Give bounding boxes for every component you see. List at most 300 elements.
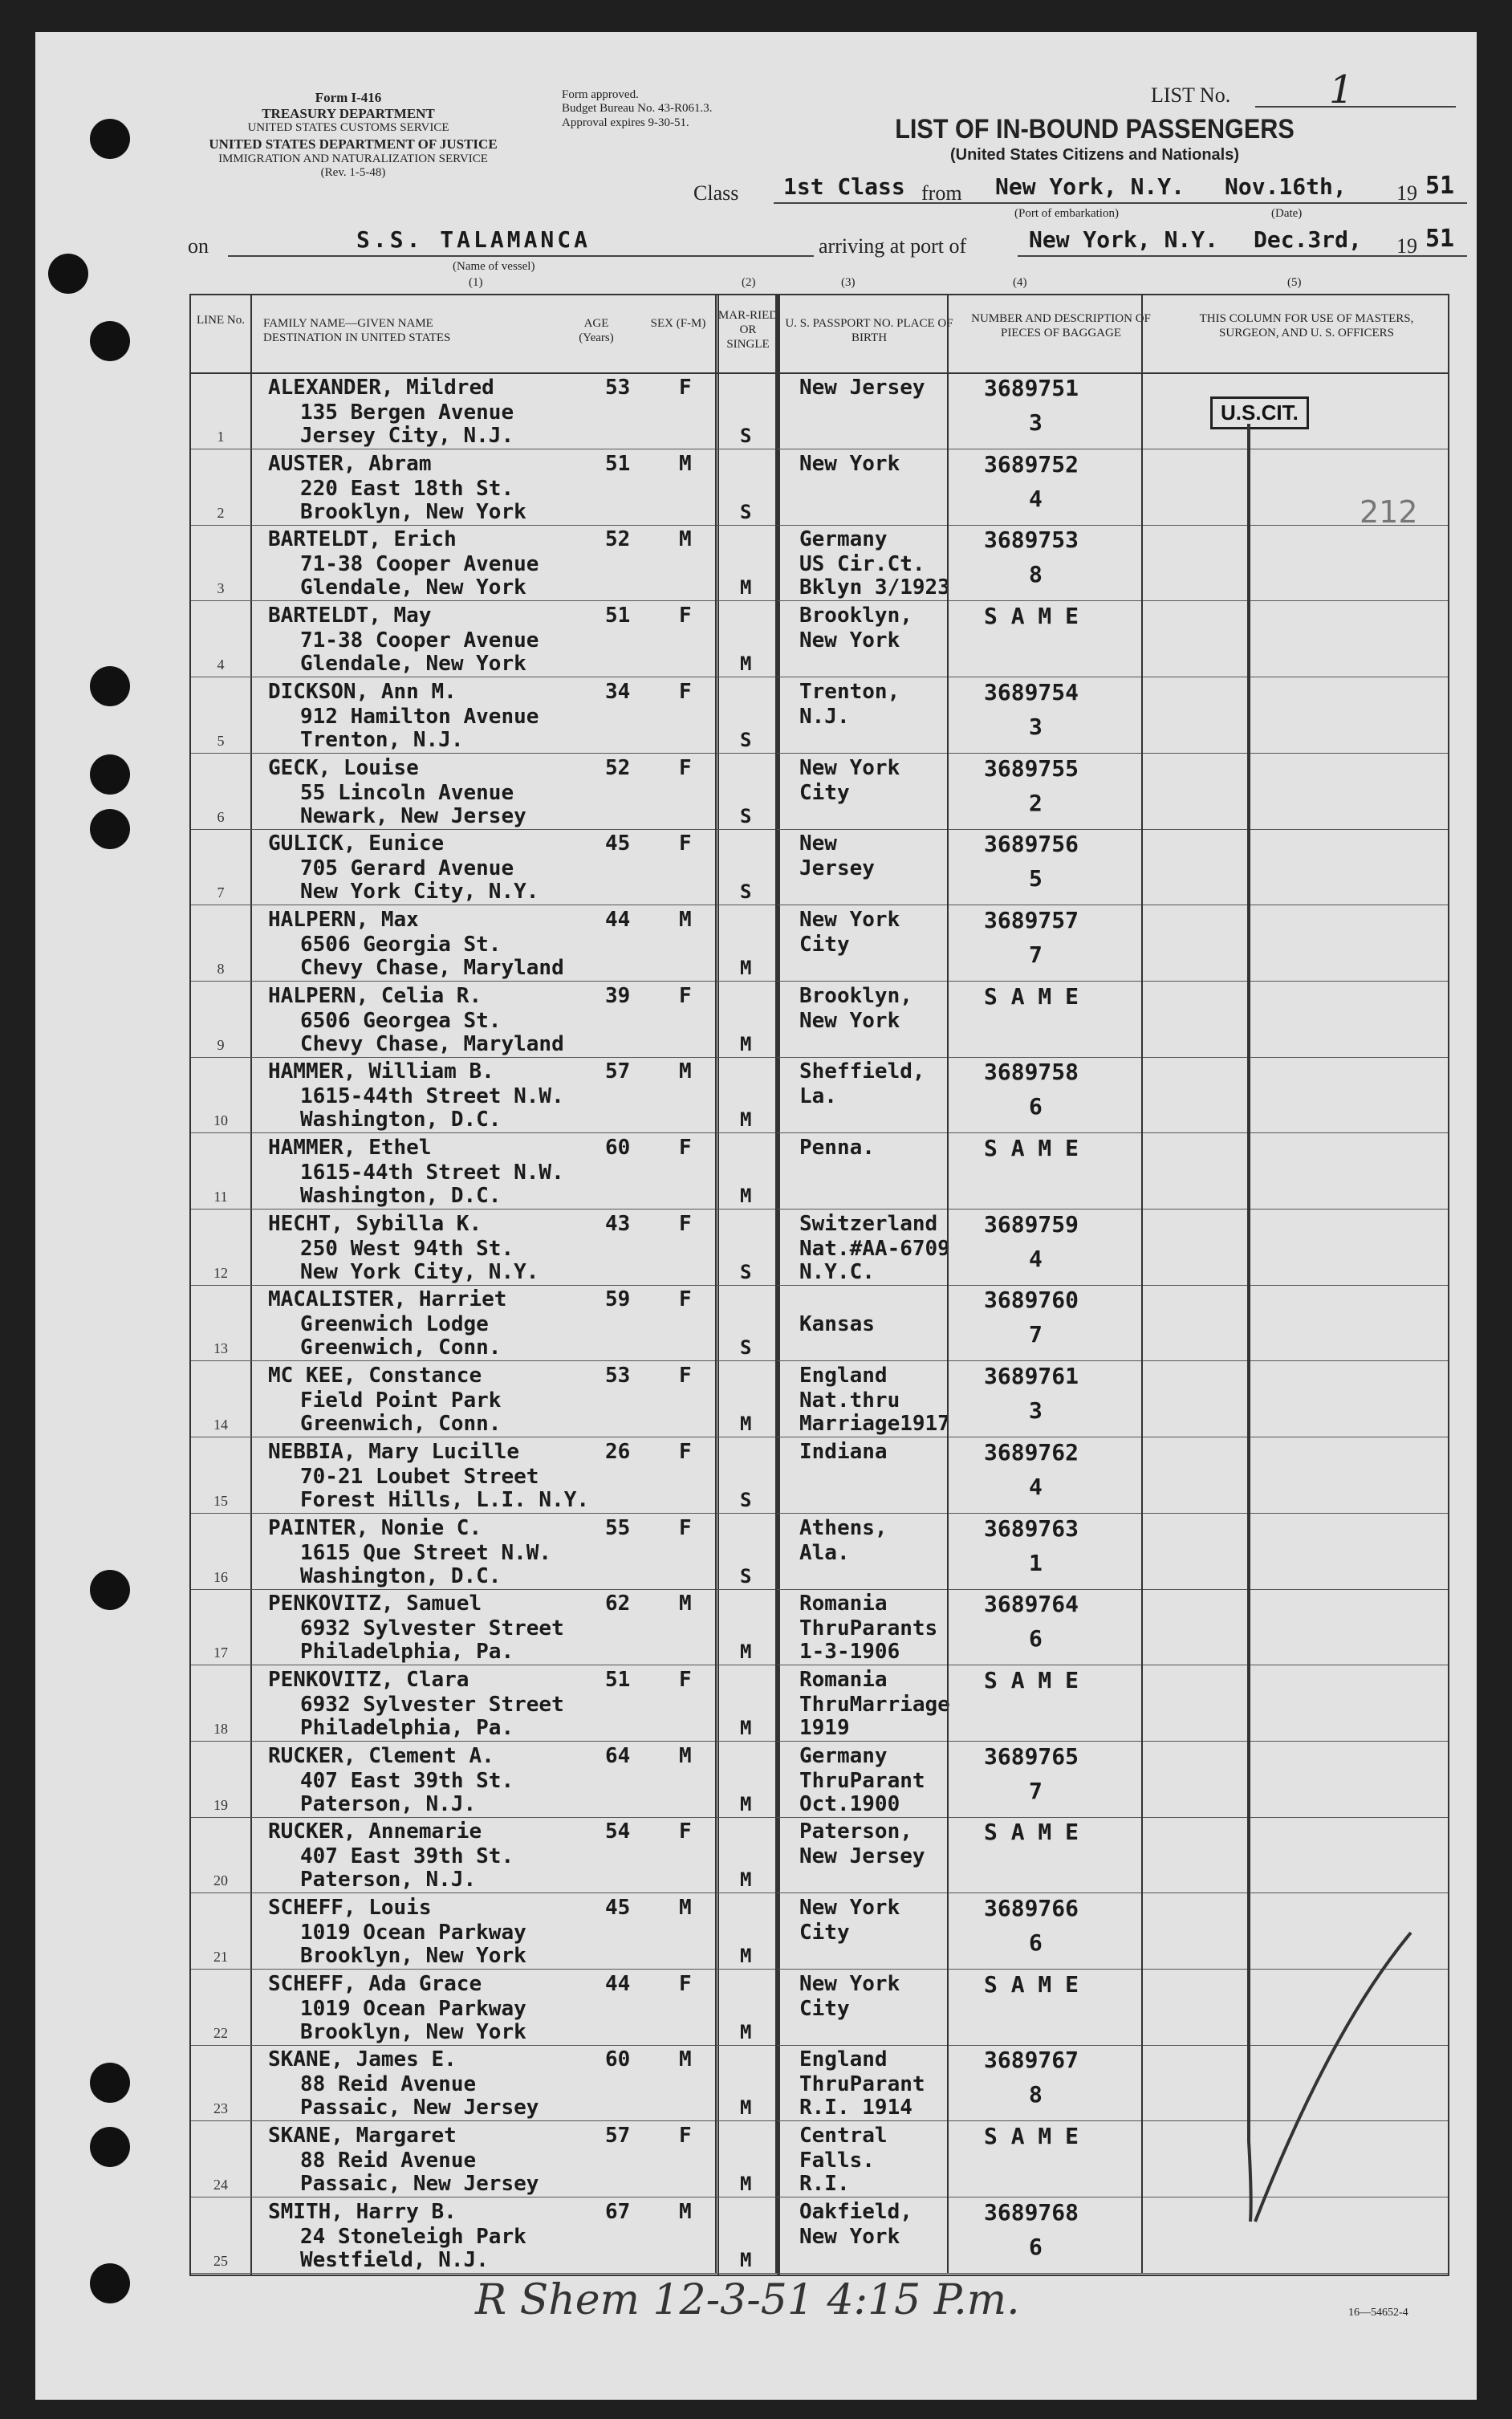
underline <box>774 202 1467 204</box>
passenger-name: GULICK, Eunice <box>268 831 445 856</box>
baggage-count: 6 <box>1029 2233 1043 2260</box>
marital-status: M <box>740 653 752 676</box>
line-number: 9 <box>217 1036 225 1053</box>
birthplace-line: City <box>799 780 850 805</box>
birthplace-line: New York <box>799 451 900 476</box>
baggage-count: 7 <box>1029 1777 1043 1804</box>
passenger-sex: F <box>679 831 692 856</box>
address-city: Philadelphia, Pa. <box>300 1640 514 1665</box>
marital-status: M <box>740 2248 752 2271</box>
birthplace-line: Jersey <box>799 856 875 881</box>
passenger-sex: M <box>679 527 692 552</box>
footer-code: 16—54652-4 <box>1348 2307 1408 2319</box>
embark-port: New York, N.Y. <box>995 173 1185 200</box>
baggage-count: 2 <box>1029 789 1043 816</box>
inspector-signature: R Shem 12-3-51 4:15 P.m. <box>475 2276 1020 2324</box>
revision: (Rev. 1-5-48) <box>320 165 386 179</box>
birthplace-line: R.I. <box>799 2172 850 2197</box>
baggage-count: 7 <box>1029 941 1043 968</box>
header-name <box>263 316 464 345</box>
passenger-sex: F <box>679 1515 692 1540</box>
marital-status: M <box>740 1185 752 1207</box>
baggage-count: 8 <box>1029 561 1043 588</box>
customs-service: UNITED STATES CUSTOMS SERVICE <box>247 121 449 135</box>
header-baggage: NUMBER AND DESCRIPTION OF PIECES OF BAGGAGE <box>971 312 1151 339</box>
passenger-name: DICKSON, Ann M. <box>268 679 457 704</box>
passenger-name: GECK, Louise <box>268 755 419 780</box>
address-city: Washington, D.C. <box>300 1563 502 1588</box>
marital-status: M <box>740 1716 752 1739</box>
header-line-no: LINE No. <box>197 314 245 327</box>
marital-status: S <box>740 880 752 904</box>
vessel-name: S.S. TALAMANCA <box>356 226 591 253</box>
address-city: Forest Hills, L.I. N.Y. <box>300 1487 590 1512</box>
address-line: 6506 Georgea St. <box>300 1008 502 1033</box>
marital-status: S <box>740 500 752 523</box>
line-number: 16 <box>213 1568 228 1585</box>
baggage-number: 3689768 <box>984 2198 1079 2226</box>
birthplace-line: N.Y.C. <box>799 1259 875 1284</box>
passenger-age: 53 <box>605 1364 631 1388</box>
baggage-count: 4 <box>1029 1245 1043 1272</box>
line-number: 18 <box>213 1720 228 1737</box>
line-number: 14 <box>213 1417 228 1433</box>
birthplace-line: US Cir.Ct. <box>799 552 925 577</box>
baggage-count: 6 <box>1029 1625 1043 1653</box>
baggage-number: 3689760 <box>984 1287 1079 1314</box>
passenger-name: BARTELDT, Erich <box>268 527 457 552</box>
passenger-name: AUSTER, Abram <box>268 451 432 476</box>
passenger-age: 34 <box>605 679 631 704</box>
birthplace-line: Ala. <box>799 1540 850 1565</box>
address-line: 71-38 Cooper Avenue <box>300 628 539 653</box>
passenger-name: MACALISTER, Harriet <box>268 1287 507 1312</box>
line-number: 24 <box>213 2177 228 2193</box>
passenger-age: 45 <box>605 1896 631 1920</box>
birthplace-line: Kansas <box>799 1312 875 1337</box>
passenger-age: 55 <box>605 1515 631 1540</box>
passenger-age: 26 <box>605 1439 631 1464</box>
address-line: 220 East 18th St. <box>300 476 514 501</box>
passenger-sex: F <box>679 679 692 704</box>
arrival-port: New York, N.Y. <box>1029 226 1219 253</box>
class-value: 1st Class <box>783 173 905 200</box>
address-line: Field Point Park <box>300 1388 502 1413</box>
passenger-name: SMITH, Harry B. <box>268 2199 457 2224</box>
passenger-name: SCHEFF, Louis <box>268 1896 432 1920</box>
address-city: Passaic, New Jersey <box>300 2172 539 2197</box>
arriving-label: arriving at port of <box>819 234 967 258</box>
passenger-table <box>189 294 1449 2276</box>
address-line: 135 Bergen Avenue <box>300 400 514 425</box>
address-line: 912 Hamilton Avenue <box>300 704 539 729</box>
address-line: 1615 Que Street N.W. <box>300 1540 552 1565</box>
marital-status: S <box>740 804 752 827</box>
form-number: Form I-416 <box>315 90 382 105</box>
birthplace-line: Germany <box>799 1743 888 1768</box>
header-passport: U. S. PASSPORT NO. PLACE OF BIRTH <box>785 317 953 344</box>
passenger-sex: F <box>679 1364 692 1388</box>
passenger-name: SKANE, Margaret <box>268 2124 457 2149</box>
passenger-name: HALPERN, Celia R. <box>268 983 482 1008</box>
birthplace-line: City <box>799 1996 850 2021</box>
line-number: 17 <box>213 1645 228 1661</box>
baggage-number: 3689751 <box>984 375 1079 401</box>
address-line: 407 East 39th St. <box>300 1844 514 1869</box>
list-no-label: LIST No. <box>1151 83 1231 107</box>
passenger-name: PENKOVITZ, Clara <box>268 1667 469 1692</box>
birthplace-line: Athens, <box>799 1515 888 1540</box>
arrival-date: Dec.3rd, <box>1254 226 1362 253</box>
passenger-sex: M <box>679 1059 692 1084</box>
address-city: Newark, New Jersey <box>300 803 526 828</box>
row-divider <box>191 2273 1448 2274</box>
marital-status: M <box>740 1108 752 1132</box>
underline <box>1255 106 1456 108</box>
birthplace-line: Paterson, <box>799 1819 912 1844</box>
address-city: Trenton, N.J. <box>300 727 464 752</box>
baggage-number: 3689752 <box>984 450 1079 478</box>
passenger-age: 59 <box>605 1287 631 1312</box>
col-num: (5) <box>1287 276 1302 289</box>
baggage-number: 3689766 <box>984 1895 1079 1921</box>
punch-hole <box>90 119 130 159</box>
passenger-age: 64 <box>605 1743 631 1768</box>
birthplace-line: New York <box>799 755 900 780</box>
line-number: 5 <box>217 732 225 749</box>
line-number: 6 <box>217 808 225 825</box>
birthplace-line: Sheffield, <box>799 1059 925 1084</box>
col-num: (2) <box>742 276 756 289</box>
year-prefix: 19 <box>1396 234 1417 258</box>
address-city: Brooklyn, New York <box>300 1944 526 1968</box>
form-title: LIST OF IN-BOUND PASSENGERS <box>895 114 1295 144</box>
birthplace-line: Oakfield, <box>799 2199 912 2224</box>
class-label: Class <box>693 181 739 205</box>
marital-status: S <box>740 728 752 751</box>
address-city: Washington, D.C. <box>300 1184 502 1208</box>
marital-status: M <box>740 1868 752 1892</box>
passenger-age: 45 <box>605 831 631 856</box>
baggage-count: 6 <box>1029 1093 1043 1120</box>
address-line: Greenwich Lodge <box>300 1312 489 1337</box>
birthplace-line: New Jersey <box>799 1844 925 1869</box>
baggage-number: 3689758 <box>984 1059 1079 1086</box>
birthplace-line: Indiana <box>799 1439 888 1464</box>
header-name-text: FAMILY NAME—GIVEN NAME <box>263 317 433 330</box>
underline <box>1018 255 1467 257</box>
birthplace-line: Penna. <box>799 1136 875 1160</box>
approval-line: Form approved. <box>562 88 639 101</box>
birthplace-line: Brooklyn, <box>799 983 912 1008</box>
line-number: 11 <box>213 1189 228 1205</box>
address-line: 55 Lincoln Avenue <box>300 780 514 805</box>
passenger-age: 53 <box>605 376 631 400</box>
form-header-treasury <box>236 90 461 135</box>
baggage-number: 3689754 <box>984 678 1079 705</box>
baggage-number: S A M E <box>984 2123 1079 2150</box>
birthplace-line: ThruParant <box>799 1768 925 1793</box>
line-number: 15 <box>213 1492 228 1509</box>
passenger-age: 52 <box>605 527 631 552</box>
passenger-sex: F <box>679 1439 692 1464</box>
birthplace-line: New York <box>799 628 900 653</box>
baggage-count: 4 <box>1029 485 1043 512</box>
address-line: 6506 Georgia St. <box>300 932 502 957</box>
marital-status: S <box>740 425 752 447</box>
birthplace-line: Marriage1917 <box>799 1412 950 1437</box>
marital-status: M <box>740 2020 752 2043</box>
birthplace-line: New York <box>799 1896 900 1920</box>
line-number: 12 <box>213 1264 228 1281</box>
address-city: Brooklyn, New York <box>300 2019 526 2044</box>
address-city: Chevy Chase, Maryland <box>300 1031 564 1056</box>
marital-status: M <box>740 1640 752 1664</box>
address-city: Washington, D.C. <box>300 1108 502 1132</box>
address-line: 705 Gerard Avenue <box>300 856 514 881</box>
address-line: 6932 Sylvester Street <box>300 1692 564 1717</box>
line-number: 3 <box>217 580 225 597</box>
list-no-value: 1 <box>1329 67 1354 112</box>
citizen-stamp: U.S.CIT. <box>1210 396 1309 429</box>
punch-hole <box>90 321 130 361</box>
passenger-sex: F <box>679 376 692 400</box>
punch-hole <box>90 1570 130 1610</box>
address-line: 1615-44th Street N.W. <box>300 1084 564 1109</box>
header-age: AGE (Years) <box>579 317 614 344</box>
address-city: Westfield, N.J. <box>300 2247 489 2272</box>
baggage-number: 3689765 <box>984 1742 1079 1770</box>
baggage-number: S A M E <box>984 1135 1079 1161</box>
marital-status: S <box>740 1564 752 1588</box>
address-city: Greenwich, Conn. <box>300 1336 502 1360</box>
baggage-number: 3689759 <box>984 1210 1079 1238</box>
birthplace-line: City <box>799 932 850 957</box>
birthplace-line: ThruParant <box>799 2072 925 2097</box>
header-officers: THIS COLUMN FOR USE OF MASTERS, SURGEON, AND U. S. OFFICERS <box>1199 312 1414 339</box>
marital-status: M <box>740 1945 752 1967</box>
header-destination-text: DESTINATION IN UNITED STATES <box>263 331 451 344</box>
col-num: (4) <box>1013 276 1027 289</box>
embark-year: 51 <box>1425 172 1455 200</box>
passenger-age: 60 <box>605 1136 631 1160</box>
line-number: 4 <box>217 657 225 673</box>
passenger-name: NEBBIA, Mary Lucille <box>268 1439 520 1464</box>
address-line: 407 East 39th St. <box>300 1768 514 1793</box>
passenger-name: HALPERN, Max <box>268 907 419 932</box>
address-city: Paterson, N.J. <box>300 1791 477 1816</box>
date-note: (Date) <box>1271 207 1303 220</box>
treasury-dept: TREASURY DEPARTMENT <box>262 105 435 121</box>
birthplace-line: New York <box>799 1008 900 1033</box>
passenger-name: PENKOVITZ, Samuel <box>268 1592 482 1616</box>
baggage-count: 7 <box>1029 1321 1043 1348</box>
passenger-name: MC KEE, Constance <box>268 1364 482 1388</box>
birthplace-line: ThruMarriage <box>799 1692 950 1717</box>
underline <box>228 255 814 257</box>
passenger-age: 52 <box>605 755 631 780</box>
baggage-count: 6 <box>1029 1929 1043 1956</box>
baggage-number: 3689761 <box>984 1363 1079 1390</box>
year-prefix: 19 <box>1396 181 1417 205</box>
birthplace-line: Brooklyn, <box>799 604 912 628</box>
passenger-sex: F <box>679 1287 692 1312</box>
birthplace-line: Nat.#AA-6709 <box>799 1236 950 1261</box>
baggage-number: 3689753 <box>984 526 1079 554</box>
address-line: 1615-44th Street N.W. <box>300 1161 564 1185</box>
birthplace-line: City <box>799 1921 850 1945</box>
ins-service: IMMIGRATION AND NATURALIZATION SERVICE <box>218 152 488 165</box>
baggage-number: 3689756 <box>984 831 1079 858</box>
baggage-count: 8 <box>1029 2081 1043 2108</box>
baggage-number: 3689755 <box>984 754 1079 782</box>
baggage-count: 1 <box>1029 1549 1043 1576</box>
marital-status: M <box>740 576 752 600</box>
address-line: 6932 Sylvester Street <box>300 1616 564 1641</box>
passenger-sex: F <box>679 1819 692 1844</box>
line-number: 23 <box>213 2100 228 2117</box>
line-number: 10 <box>213 1112 228 1129</box>
form-subtitle: (United States Citizens and Nationals) <box>949 146 1240 164</box>
address-city: Philadelphia, Pa. <box>300 1715 514 1740</box>
passenger-name: BARTELDT, May <box>268 604 432 628</box>
birthplace-line: New <box>799 831 837 856</box>
passenger-sex: F <box>679 1211 692 1236</box>
address-city: Chevy Chase, Maryland <box>300 955 564 980</box>
marital-status: M <box>740 2173 752 2196</box>
address-line: 88 Reid Avenue <box>300 2149 477 2173</box>
address-line: 24 Stoneleigh Park <box>300 2224 526 2249</box>
passenger-age: 44 <box>605 1971 631 1996</box>
check-mark-icon <box>1170 392 1443 2238</box>
passenger-name: ALEXANDER, Mildred <box>268 376 494 400</box>
address-line: 71-38 Cooper Avenue <box>300 552 539 577</box>
passenger-name: PAINTER, Nonie C. <box>268 1515 482 1540</box>
baggage-count: 4 <box>1029 1473 1043 1500</box>
passenger-sex: F <box>679 1971 692 1996</box>
passenger-sex: M <box>679 1896 692 1920</box>
birthplace-line: New Jersey <box>799 376 925 400</box>
header-sex: SEX (F-M) <box>650 317 706 330</box>
passenger-age: 54 <box>605 1819 631 1844</box>
form-header-justice <box>185 136 522 180</box>
passenger-sex: F <box>679 983 692 1008</box>
approval-line: Budget Bureau No. 43-R061.3. <box>562 102 713 116</box>
baggage-number: S A M E <box>984 1819 1079 1846</box>
passenger-name: SCHEFF, Ada Grace <box>268 1971 482 1996</box>
baggage-count: 3 <box>1029 1397 1043 1425</box>
birthplace-line: Nat.thru <box>799 1388 900 1413</box>
line-number: 22 <box>213 2024 228 2041</box>
birthplace-line: Trenton, <box>799 679 900 704</box>
address-city: Paterson, N.J. <box>300 1868 477 1893</box>
address-city: Glendale, New York <box>300 575 526 600</box>
birthplace-line: Central <box>799 2124 888 2149</box>
birthplace-line: Romania <box>799 1667 888 1692</box>
passenger-age: 51 <box>605 451 631 476</box>
line-number: 7 <box>217 884 225 901</box>
baggage-count: 3 <box>1029 713 1043 740</box>
punch-hole <box>90 754 130 795</box>
passenger-sex: M <box>679 1743 692 1768</box>
birthplace-line: 1919 <box>799 1715 850 1740</box>
birthplace-line: Germany <box>799 527 888 552</box>
line-number: 20 <box>213 1872 228 1889</box>
line-number: 21 <box>213 1949 228 1965</box>
col-num: (3) <box>841 276 856 289</box>
marital-status: S <box>740 1488 752 1511</box>
punch-hole <box>90 2127 130 2167</box>
embark-port-note: (Port of embarkation) <box>1014 207 1119 220</box>
birthplace-line: Falls. <box>799 2149 875 2173</box>
col-num: (1) <box>469 276 483 289</box>
baggage-number: S A M E <box>984 982 1079 1010</box>
marital-status: M <box>740 2096 752 2120</box>
justice-dept: UNITED STATES DEPARTMENT OF JUSTICE <box>209 136 498 152</box>
on-label: on <box>188 234 209 258</box>
baggage-number: 3689763 <box>984 1514 1079 1542</box>
line-number: 1 <box>217 429 225 445</box>
baggage-number: S A M E <box>984 1970 1079 1998</box>
marital-status: S <box>740 1336 752 1360</box>
birthplace-line: N.J. <box>799 704 850 729</box>
address-city: Glendale, New York <box>300 652 526 677</box>
birthplace-line: New York <box>799 2224 900 2249</box>
line-number: 2 <box>217 504 225 521</box>
baggage-number: 3689767 <box>984 2047 1079 2074</box>
birthplace-line: ThruParants <box>799 1616 938 1641</box>
passenger-age: 51 <box>605 604 631 628</box>
birthplace-line: England <box>799 1364 888 1388</box>
marital-status: M <box>740 1413 752 1436</box>
address-city: New York City, N.Y. <box>300 1259 539 1284</box>
punch-hole <box>48 254 88 294</box>
address-city: Greenwich, Conn. <box>300 1412 502 1437</box>
passenger-sex: F <box>679 2124 692 2149</box>
birthplace-line: R.I. 1914 <box>799 2096 912 2120</box>
marital-status: S <box>740 1260 752 1283</box>
passenger-age: 60 <box>605 2047 631 2072</box>
punch-hole <box>90 2263 130 2303</box>
embark-date: Nov.16th, <box>1225 173 1347 200</box>
punch-hole <box>90 2063 130 2103</box>
passenger-name: HAMMER, William B. <box>268 1059 494 1084</box>
passenger-age: 57 <box>605 1059 631 1084</box>
punch-hole <box>90 666 130 706</box>
passenger-name: SKANE, James E. <box>268 2047 457 2072</box>
birthplace-line: New York <box>799 1971 900 1996</box>
address-city: Passaic, New Jersey <box>300 2096 539 2120</box>
address-city: New York City, N.Y. <box>300 880 539 905</box>
baggage-number: 3689764 <box>984 1591 1079 1618</box>
passenger-sex: F <box>679 604 692 628</box>
passenger-name: HAMMER, Ethel <box>268 1136 432 1160</box>
marital-status: M <box>740 1032 752 1055</box>
birthplace-line: Oct.1900 <box>799 1791 900 1816</box>
address-line: 1019 Ocean Parkway <box>300 1996 526 2021</box>
passenger-sex: M <box>679 907 692 932</box>
birthplace-line: La. <box>799 1084 837 1109</box>
passenger-sex: F <box>679 755 692 780</box>
baggage-number: S A M E <box>984 1666 1079 1693</box>
passenger-age: 67 <box>605 2199 631 2224</box>
stamp-number: 212 <box>1360 494 1418 530</box>
header-married: MAR-RIED OR SINGLE <box>717 309 778 351</box>
marital-status: M <box>740 956 752 979</box>
passenger-age: 43 <box>605 1211 631 1236</box>
passenger-name: HECHT, Sybilla K. <box>268 1211 482 1236</box>
passenger-sex: M <box>679 1592 692 1616</box>
